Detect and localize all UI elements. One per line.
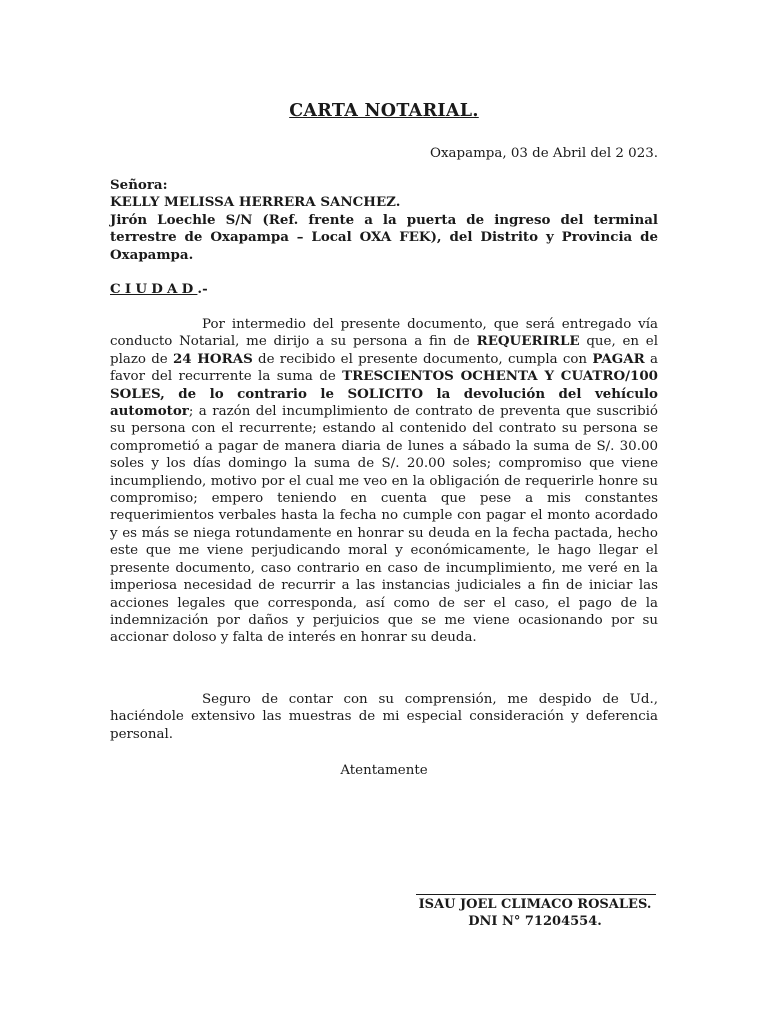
body-paragraph-2 <box>110 691 658 743</box>
p1-bold-amount: TRESCIENTOS OCHENTA Y CUATRO/100 SOLES, de lo contrario le SOLICITO la devolución del vehículo automotor <box>110 368 658 420</box>
recipient-address: Jirón Loechle S/N (Ref. frente a la puerta de ingreso del terminal terrestre de Oxapampa – Local OXA FEK), del Distrito y Provincia de Oxapampa. <box>110 211 658 263</box>
document-title: CARTA NOTARIAL. <box>289 101 479 121</box>
signature-line <box>416 894 656 895</box>
closing-word: Atentamente <box>340 763 428 778</box>
p1-text-5: ; a razón del incumplimiento de contrato de preventa que suscribió su persona con el recurrente; estando al contenido del contrato su persona se comprometió a pagar de manera diaria de lunes a sábado la suma de S/. 30.00 soles y los días domingo la suma de S/. 20.00 soles; compromiso que viene incumpliendo, motivo por el cual me veo en la obligación de requerirle honre su compromiso; empero teniendo en cuenta que pese a mis constantes requerimientos verbales hasta la fecha no cumple con pagar el monto acordado y es más se niega rotundamente en honrar su deuda en la fecha pactada, hecho este que me viene perjudicando moral y económicamente, le hago llegar el presente documento, caso contrario en caso de incumplimiento, me veré en la imperiosa necesidad de recurrir a las instancias judiciales a fin de iniciar las acciones legales que corresponda, así como de ser el caso, el pago de la indemnización por daños y perjuicios que se me viene ocasionando por su accionar doloso y falta de interés en honrar su deuda. <box>110 404 658 646</box>
p2-text: Seguro de contar con su comprensión, me despido de Ud., haciéndole extensivo las muestras de mi especial consideración y deferencia personal. <box>110 692 658 742</box>
signer-name: ISAU JOEL CLIMACO ROSALES. <box>418 897 652 912</box>
city-line <box>110 281 208 298</box>
p1-text-2: que, en el plazo de <box>110 334 658 367</box>
recipient-block <box>110 177 658 264</box>
p1-text-1: Por intermedio del presente documento, que será entregado vía conducto Notarial, me dirijo a su persona a fin de <box>110 317 658 350</box>
p1-text-4: a favor del recurrente la suma de <box>110 351 658 385</box>
letter-date: Oxapampa, 03 de Abril del 2 023. <box>430 146 658 161</box>
recipient-name: KELLY MELISSA HERRERA SANCHEZ. <box>110 194 401 211</box>
letter-page <box>110 0 658 1024</box>
p1-bold-24-horas: 24 HORAS <box>172 350 253 367</box>
city-word: CIUDAD <box>110 281 198 297</box>
body-paragraph-1 <box>110 316 658 647</box>
signer-dni: DNI N° 71204554. <box>468 914 602 929</box>
p1-bold-pagar: PAGAR <box>592 350 645 367</box>
salutation: Señora: <box>110 177 168 193</box>
city-suffix: .- <box>197 281 208 297</box>
p1-text-3: de recibido el presente documento, cumpla con <box>252 351 593 367</box>
p1-bold-requerirle: REQUERIRLE <box>476 333 580 350</box>
signature-block <box>410 896 660 930</box>
